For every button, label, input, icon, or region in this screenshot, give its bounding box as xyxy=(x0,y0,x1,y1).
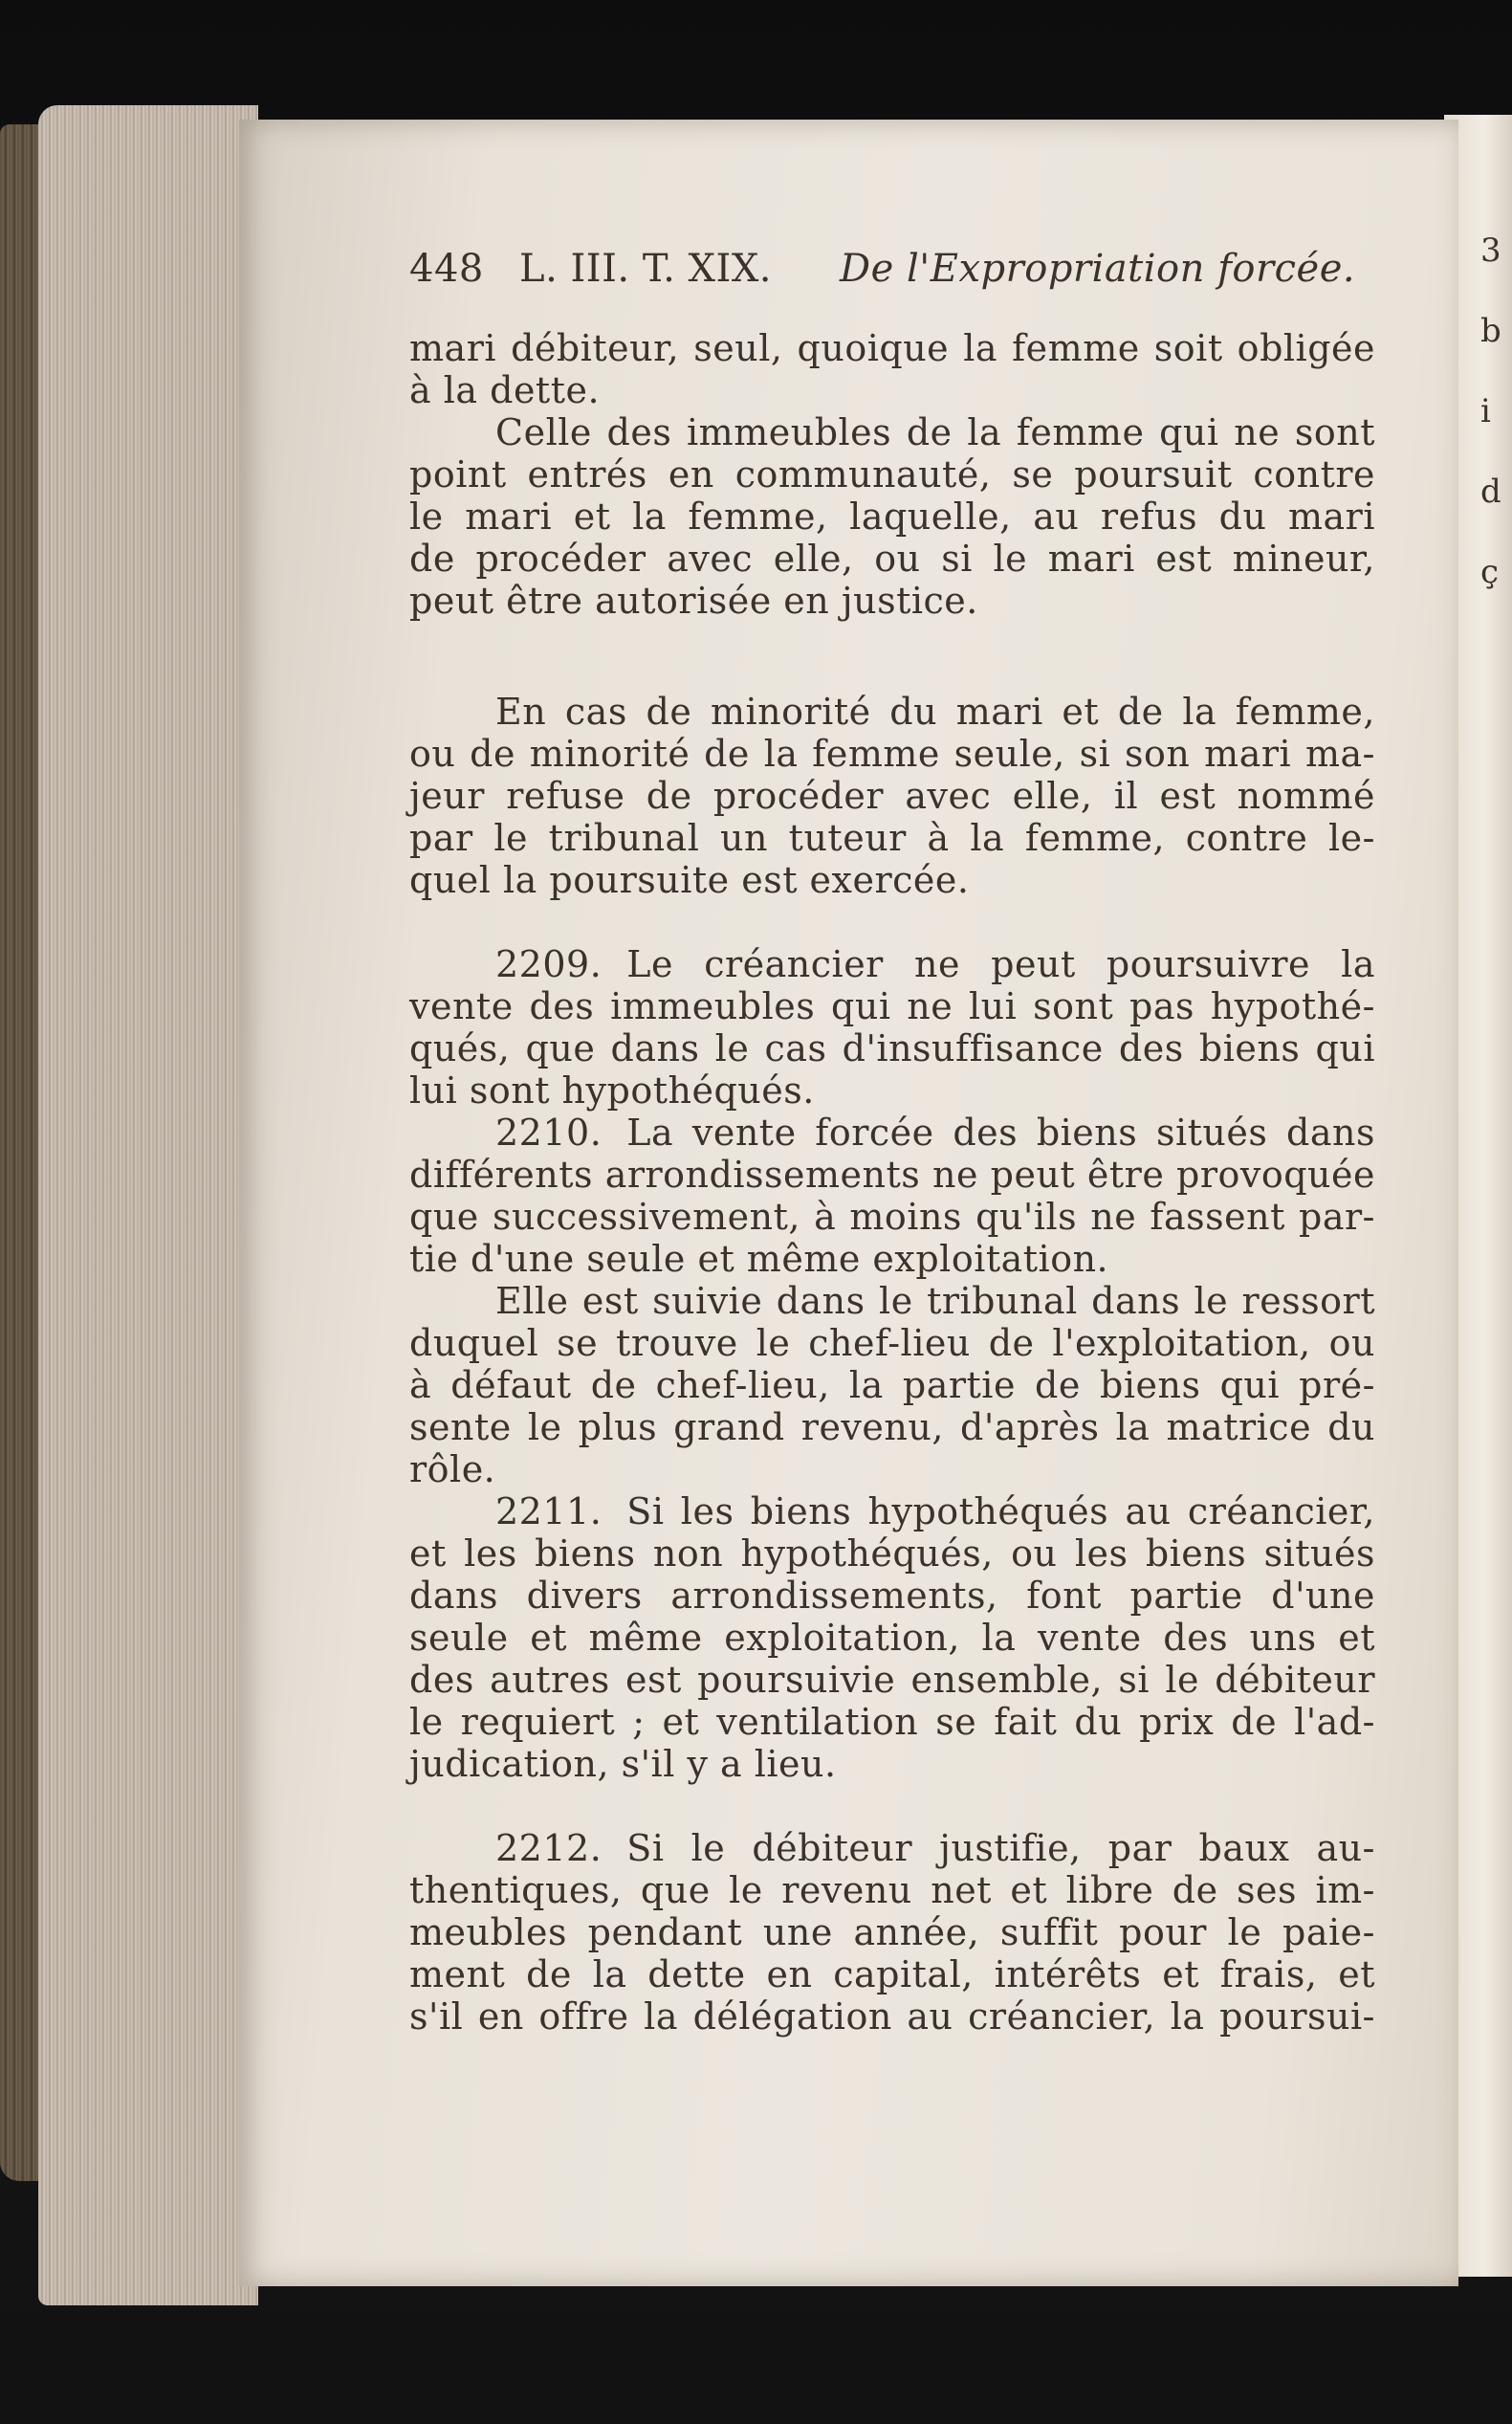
text-line xyxy=(409,1827,1375,1869)
page-number: 448 xyxy=(409,247,484,291)
article-2212 xyxy=(409,1827,1375,2038)
article-text: La vente forcée des biens situés dans xyxy=(626,1112,1375,1154)
text-line: peut être autorisée en justice. xyxy=(409,580,978,622)
article-text: Si le débiteur justifie, par baux au- xyxy=(626,1827,1375,1869)
text-line: duquel se trouve le chef-lieu de l'exploitation, ou xyxy=(409,1322,1375,1364)
book-title-reference: L. III. T. XIX. xyxy=(519,247,773,291)
paragraph xyxy=(409,691,1375,901)
article-2210 xyxy=(409,1112,1375,1280)
text-line: Elle est suivie dans le tribunal dans le ressort xyxy=(495,1280,1375,1322)
text-line: ou de minorité de la femme seule, si son mari ma- xyxy=(409,733,1375,775)
text-line: ment de la dette en capital, intérêts et frais, et xyxy=(409,1953,1375,1995)
text-line: quel la poursuite est exercée. xyxy=(409,859,970,901)
text-line xyxy=(409,1112,1375,1154)
article-text: Le créancier ne peut poursuivre la xyxy=(626,943,1375,985)
text-line: point entrés en communauté, se poursuit contre xyxy=(409,453,1375,496)
text-line: à la dette. xyxy=(409,369,601,411)
section-title: De l'Expropriation forcée. xyxy=(840,247,1356,291)
text-line: seule et même exploitation, la vente des uns et xyxy=(409,1617,1375,1659)
article-text: Si les biens hypothéqués au créancier, xyxy=(626,1490,1375,1532)
text-line: sente le plus grand revenu, d'après la matrice du xyxy=(409,1406,1375,1448)
text-line: s'il en offre la délégation au créancier, la poursui- xyxy=(409,1995,1375,2038)
text-line: En cas de minorité du mari et de la femme, xyxy=(495,691,1375,733)
text-line: rôle. xyxy=(409,1448,496,1490)
text-line: des autres est poursuivie ensemble, si le débiteur xyxy=(409,1659,1375,1701)
adjacent-page-text: 3 b i d ç xyxy=(1480,231,1501,591)
text-line: le mari et la femme, laquelle, au refus du mari xyxy=(409,496,1375,538)
article-number: 2211. xyxy=(495,1490,603,1532)
text-line xyxy=(409,1490,1375,1532)
paragraph-gap xyxy=(409,901,1375,943)
text-line: différents arrondissements ne peut être provoquée xyxy=(409,1154,1375,1196)
text-line xyxy=(409,943,1375,985)
article-number: 2209. xyxy=(495,943,603,985)
page-text xyxy=(409,247,1375,2038)
text-line: le requiert ; et ventilation se fait du prix de l'ad- xyxy=(409,1701,1375,1743)
text-line: de procéder avec elle, ou si le mari est mineur, xyxy=(409,538,1375,580)
paragraph-gap xyxy=(409,1785,1375,1827)
text-line: vente des immeubles qui ne lui sont pas hypothé- xyxy=(409,985,1375,1027)
text-line: thentiques, que le revenu net et libre de ses im- xyxy=(409,1869,1375,1911)
text-line: mari débiteur, seul, quoique la femme soit obligée xyxy=(409,327,1375,369)
text-line: lui sont hypothéqués. xyxy=(409,1069,815,1112)
text-line: meubles pendant une année, suffit pour le paie- xyxy=(409,1911,1375,1953)
text-line: tie d'une seule et même exploitation. xyxy=(409,1238,1109,1280)
text-line: Celle des immeubles de la femme qui ne sont xyxy=(495,411,1375,453)
text-line: par le tribunal un tuteur à la femme, contre le- xyxy=(409,817,1375,859)
text-line: à défaut de chef-lieu, la partie de biens qui pré- xyxy=(409,1364,1375,1406)
running-head xyxy=(409,247,1375,304)
page-edges-stack xyxy=(38,105,258,2305)
paragraph xyxy=(409,1280,1375,1490)
paragraph-gap xyxy=(409,622,1375,691)
paragraph xyxy=(409,327,1375,411)
text-line: et les biens non hypothéqués, ou les biens situés xyxy=(409,1532,1375,1575)
text-line: judication, s'il y a lieu. xyxy=(409,1743,837,1785)
article-2211 xyxy=(409,1490,1375,1785)
text-line: jeur refuse de procéder avec elle, il est nommé xyxy=(409,775,1375,817)
article-number: 2210. xyxy=(495,1112,603,1154)
article-2209 xyxy=(409,943,1375,1112)
paragraph xyxy=(409,411,1375,622)
text-line: que successivement, à moins qu'ils ne fassent par- xyxy=(409,1196,1375,1238)
article-number: 2212. xyxy=(495,1827,603,1869)
text-line: qués, que dans le cas d'insuffisance des biens qui xyxy=(409,1027,1375,1069)
text-line: dans divers arrondissements, font partie d'une xyxy=(409,1575,1375,1617)
